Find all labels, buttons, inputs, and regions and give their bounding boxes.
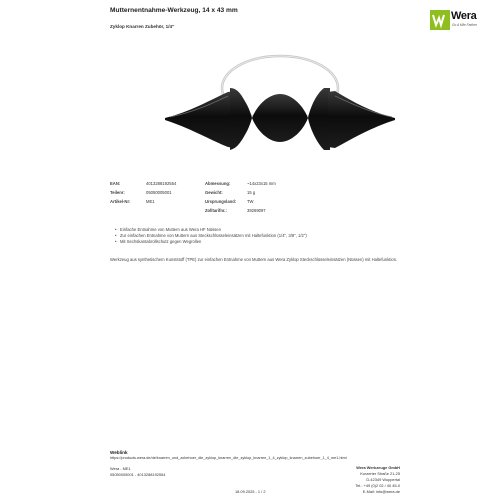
footer-article: Wera - ME1 [110,466,131,471]
spec-row [205,208,227,213]
spec-row [110,181,120,186]
product-description: Werkzeug aus synthetischem Kunststoff (TPE) zur einfachen Entnahme von Muttern aus Wera Zyklop Steckschlüsseleinsätzen (Nüssen) mit Haltefunktion. [110,257,398,262]
spec-value-zolltarif: 39269097 [247,208,266,213]
footer-phone: Tel.: +49 (0)2 02 / 40 45-0 [355,483,400,488]
spec-label-zolltarif: Zolltarifnr.: [205,208,227,213]
spec-label-gewicht: Gewicht: [205,190,223,195]
spec-label-artikel: Artikel-Nr: [110,199,131,204]
weblink-url[interactable]: https://products.wera.de/de/knarren_und_zubehoer_die_zyklop_knarren_die_zyklop_knarren_1_4_zyklop_knarren_zubehoer_1_4_me1.html [110,456,347,460]
spec-row [205,199,236,204]
spec-value-abmessung: ~14x23x15 mm [247,181,276,186]
page-title: Mutternentnahme-Werkzeug, 14 x 43 mm [110,7,238,14]
spec-value-gewicht: 15 g [247,190,256,195]
footer-address-line: D-42349 Wuppertal [366,477,400,482]
spec-value-ursprungsland: TW [247,199,254,204]
spec-label-abmessung: Abmessung: [205,181,231,186]
spec-value-ean: 4013288192554 [146,181,177,186]
spec-label-ean: EAN: [110,181,121,186]
page-subtitle: Zyklop Knarren Zubehör, 1/4" [110,24,175,29]
spec-row [205,181,230,186]
spec-row [205,190,223,195]
product-image [110,48,400,158]
wera-logo-mark-icon [430,10,450,30]
footer-company: Wera Werkzeuge GmbH [356,465,400,470]
wera-logo [430,4,485,34]
spec-value-artikel: ME1 [146,199,155,204]
spec-label-teilenr: Teilenr: [110,190,125,195]
footer-date-page: 18.09.2025 - 1 / 2 [235,489,266,494]
spec-row [110,199,130,204]
spec-label-ursprungsland: Ursprungsland: [205,199,237,204]
feature-list [114,227,307,246]
weblink-label: Weblink [110,450,128,455]
feature-item: • Zur einfachen Entnahme von Muttern aus Steckschlüsseleinsätzen mit Haltefunktion (1/4", 3/8", 1/2") [120,233,307,239]
spec-row [110,190,125,195]
footer-numbers: 05050005001 - 4013288192554 [110,472,166,477]
footer-email[interactable]: E-Mail: info@wera.de [362,489,400,494]
logo-tagline: Go A Mile Farther [452,23,477,27]
feature-item: • Einfache Entnahme von Muttern aus Wera HF Nüssen [120,227,307,233]
spec-value-teilenr: 05050005001 [146,190,172,195]
feature-item: • Mit Sechskantabrollschutz gegen Wegrollen [120,239,307,245]
footer-address-line: Korzerter Straße 21-25 [360,471,400,476]
logo-wordmark: Wera [451,10,477,22]
